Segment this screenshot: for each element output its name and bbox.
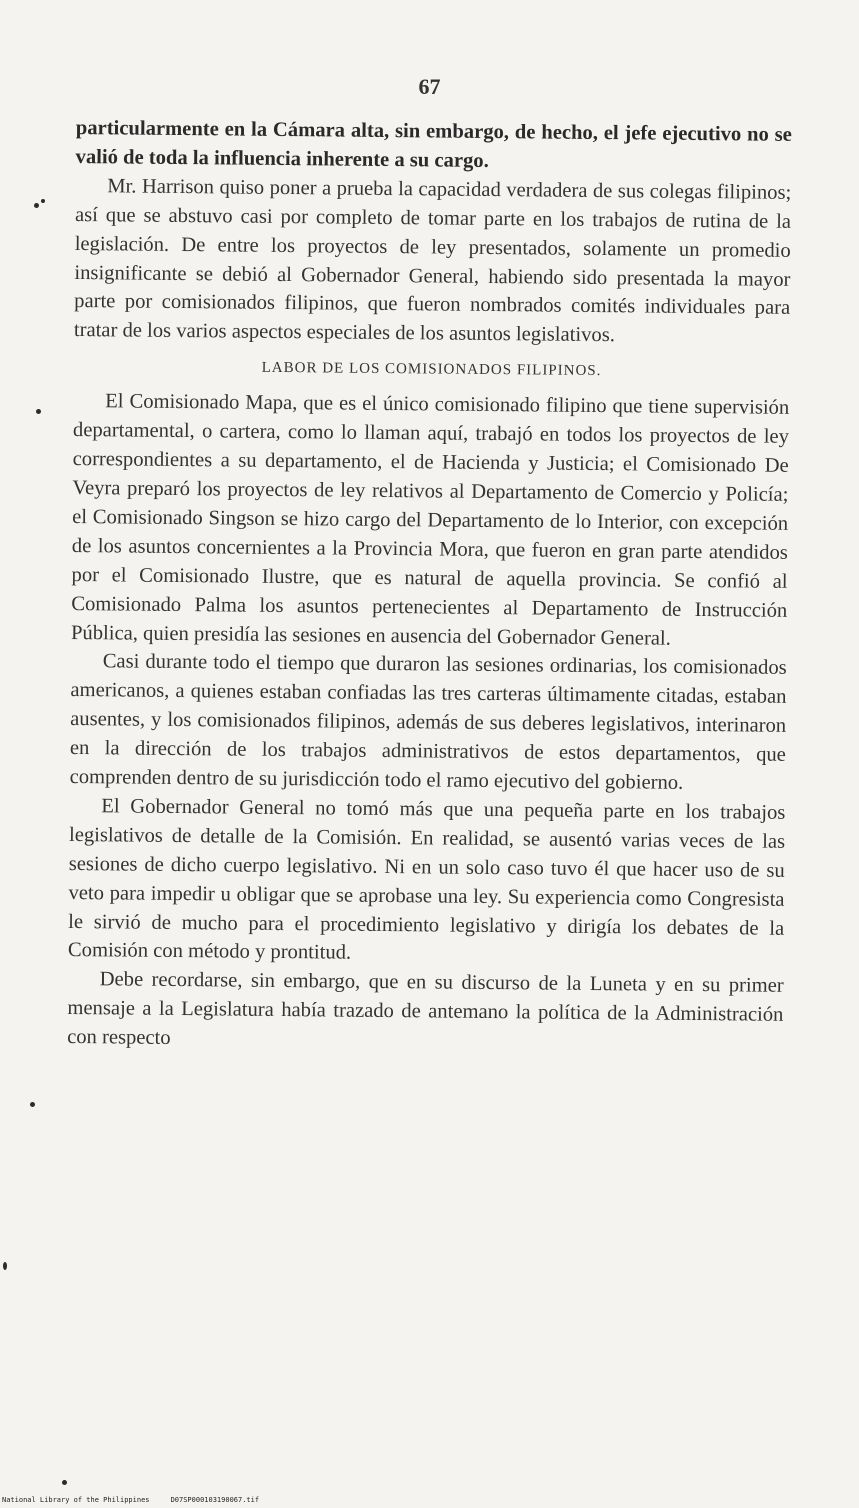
scan-speck — [41, 199, 45, 203]
scan-footer: National Library of the Philippines D07SP000103190067.tif — [2, 1496, 260, 1504]
paragraph: Debe recordarse, sin embargo, que en su discurso de la Luneta y en su primer mensaje a la Legislatura había trazado de antemano la política de la Administración con respecto — [67, 968, 784, 1050]
scan-speck — [3, 1262, 7, 1270]
paragraph: El Gobernador General no tomó más que una pequeña parte en los trabajos legislativos de detalle de la Comisión. En realidad, se ausentó varias veces de las sesiones de dicho cuerpo legislativo. Ni en un solo caso tuvo él que hacer uso de su veto para impedir u obligar que se aprobase una ley. Su experiencia como Congresista le sirvió de mucho para el procedimiento legislativo y dirigía los debates de la Comisión con método y prontitud. — [67, 795, 786, 965]
paragraph: Mr. Harrison quiso poner a prueba la capacidad verdadera de sus colegas filipinos; así que se abstuvo casi por completo de tomar parte en los trabajos de rutina de la legislación. De entre los proyectos de ley presentados, solamente un promedio insignificante se debió al Gobernador General, habiendo sido presentada la mayor parte por comisionados filipinos, que fueron nombrados comités individuales para tratar de los varios aspectos especiales de los asuntos legislativos. — [73, 175, 792, 347]
scan-speck — [36, 409, 41, 414]
scan-speck — [34, 203, 39, 208]
section-heading: LABOR DE LOS COMISIONADOS FILIPINOS. — [261, 360, 602, 380]
paragraph: Casi durante todo el tiempo que duraron las sesiones ordinarias, los comisionados americanos, a quienes estaban confiadas las tres carteras últimamente citadas, estaban ausentes, y los comisionados filipinos, además de sus deberes legislativos, interinaron en la dirección de los trabajos administrativos de estos departamentos, que comprenden dentro de su jurisdicción todo el ramo ejecutivo del gobierno. — [69, 650, 787, 794]
paragraph: El Comisionado Mapa, que es el único comisionado filipino que tiene supervisión departamental, o cartera, como lo llaman aquí, trabajó en todos los proyectos de ley correspondientes a su departamento, el de Hacienda y Justicia; el Comisionado De Veyra preparó los proyectos de ley relativos al Departamento de Comercio y Policía; el Comisionado Singson se hizo cargo del Departamento de lo Interior, con excepción de los asuntos concernientes a la Provincia Mora, que fueron en gran parte atendidos por el Comisionado Ilustre, que es natural de aquella provincia. Se confió al Comisionado Palma los asuntos pertenecientes al Departamento de Instrucción Pública, quien presidía las sesiones en ausencia del Gobernador General. — [70, 390, 790, 650]
scan-speck — [30, 1102, 35, 1107]
body-text — [67, 114, 792, 1059]
page-number: 67 — [418, 74, 441, 99]
scan-speck — [62, 1480, 67, 1485]
paragraph: particularmente en la Cámara alta, sin embargo, de hecho, el jefe ejecutivo no se valió de toda la influencia inherente a su cargo. — [75, 116, 792, 172]
